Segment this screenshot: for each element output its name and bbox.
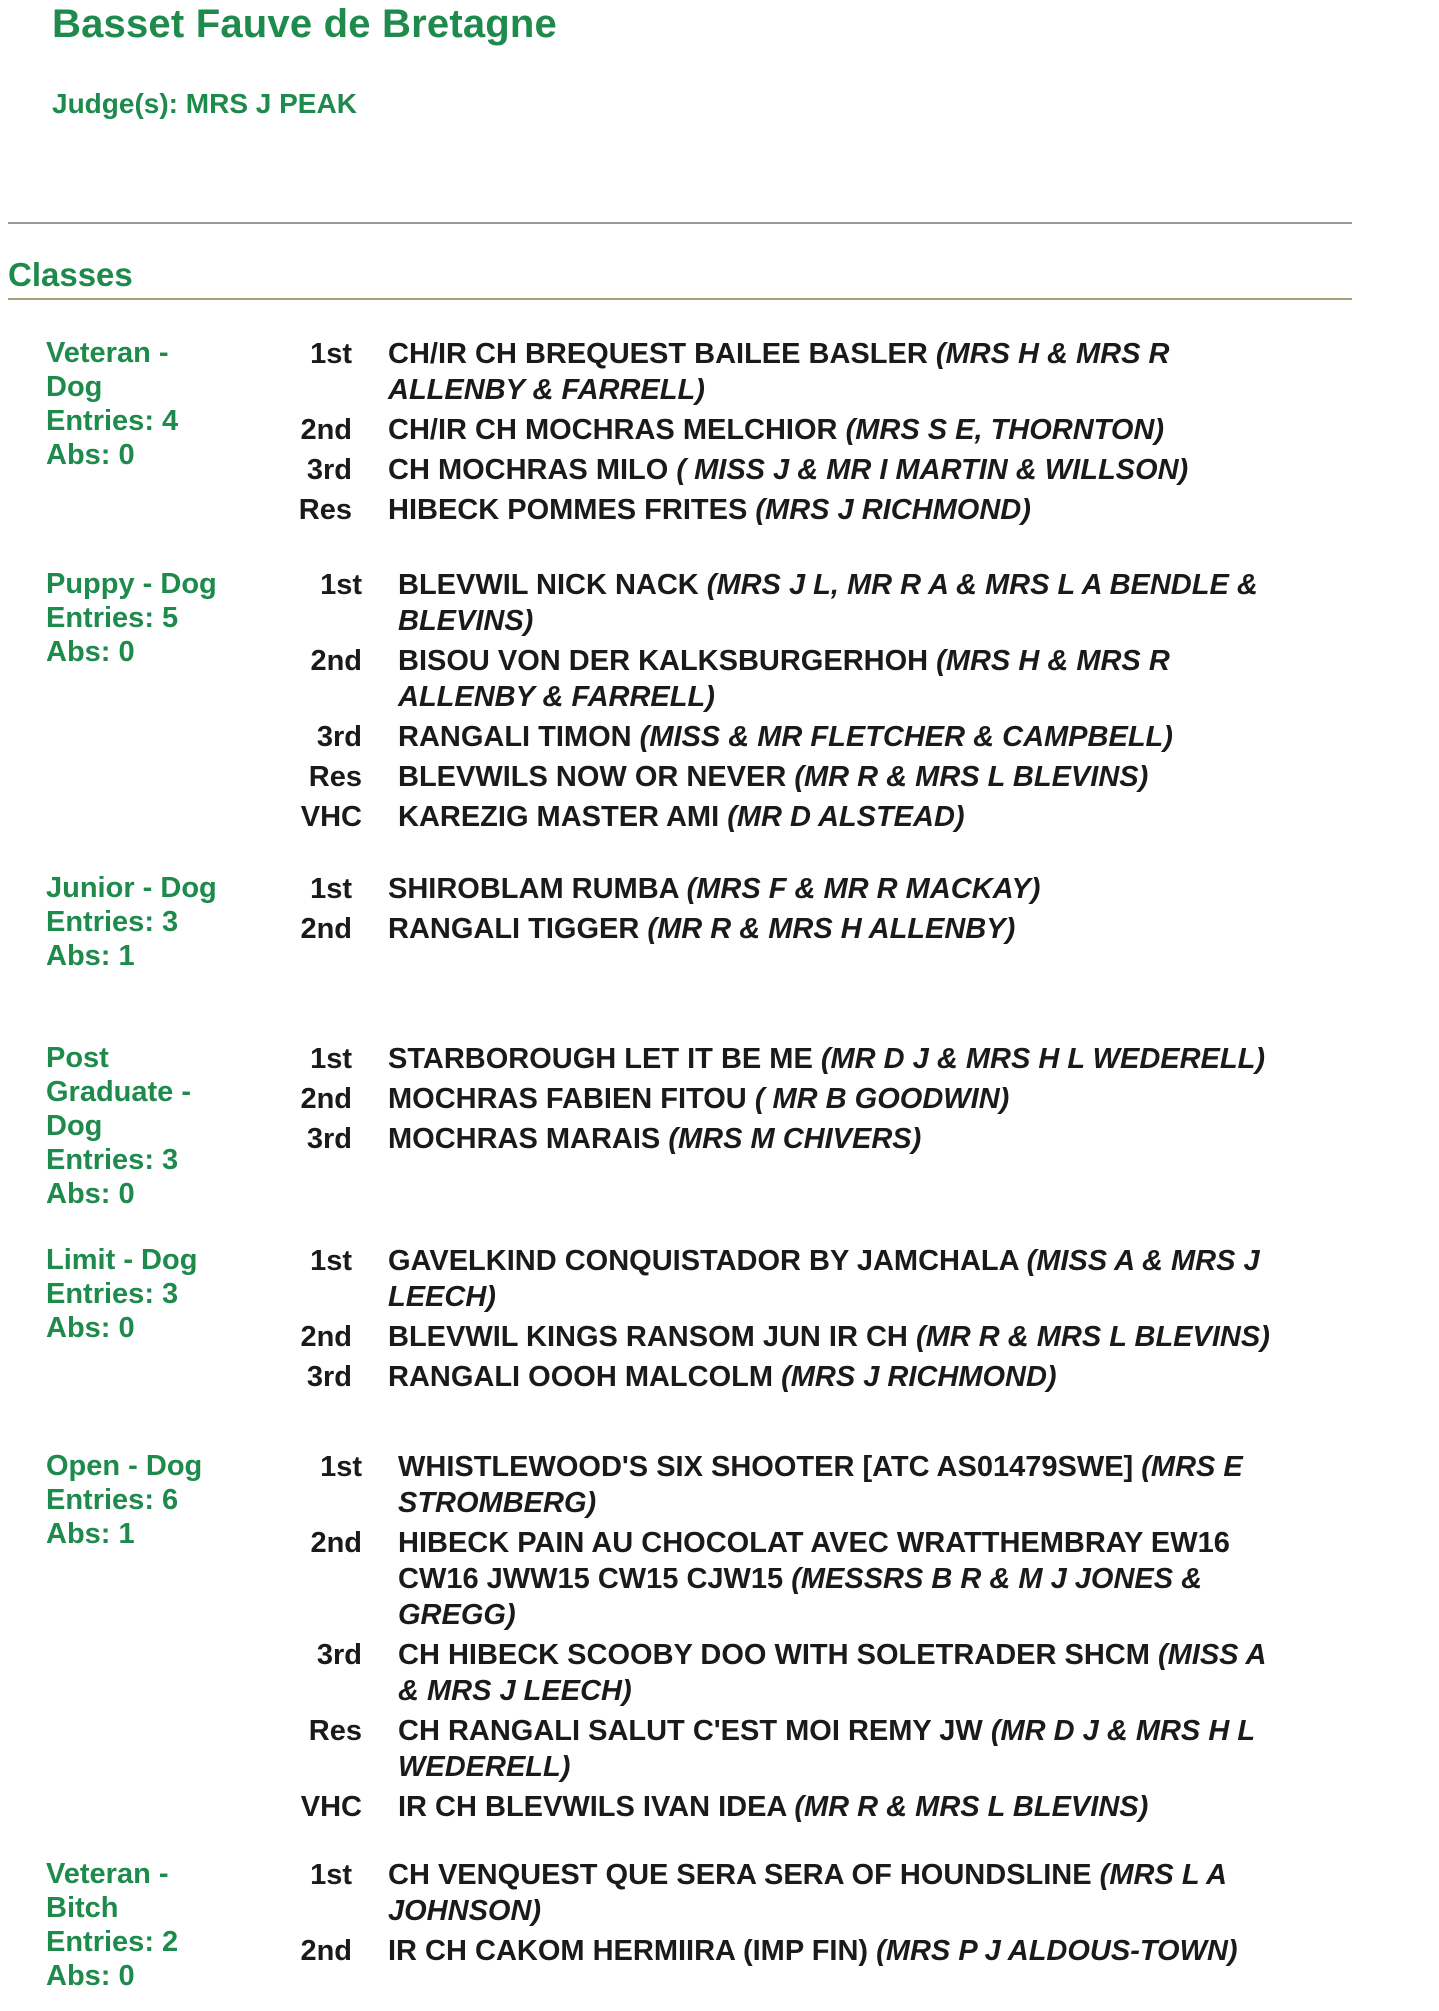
result-entry: [388, 492, 1290, 528]
dog-name: CH VENQUEST QUE SERA SERA OF HOUNDSLINE: [388, 1859, 1092, 1891]
class-block: [0, 336, 1439, 526]
result-place: Res: [298, 494, 352, 526]
class-absentees: Abs: 0: [46, 1960, 135, 1992]
dog-name: HIBECK POMMES FRITES: [388, 494, 748, 526]
class-name: Open - Dog: [46, 1450, 203, 1482]
class-info: [46, 1857, 236, 1993]
dog-name: CH MOCHRAS MILO: [388, 454, 669, 486]
owner-names: (MR R & MRS L BLEVINS): [915, 1321, 1270, 1353]
result-place: 2nd: [300, 1321, 352, 1353]
owner-names: (MRS J RICHMOND): [755, 494, 1031, 526]
owner-names: (MRS L A JOHNSON): [388, 1859, 1226, 1927]
result-entry: [398, 759, 1290, 795]
owner-names: (MESSRS B R & M J JONES & GREGG): [398, 1563, 1203, 1631]
result-entry: [398, 567, 1290, 639]
result-entry: [398, 643, 1290, 715]
class-name: Limit - Dog: [46, 1244, 198, 1276]
class-entries: Entries: 5: [46, 602, 179, 634]
owner-names: (MR D ALSTEAD): [727, 801, 965, 833]
dog-name: BLEVWIL KINGS RANSOM JUN IR CH: [388, 1321, 908, 1353]
dog-name: RANGALI OOOH MALCOLM: [388, 1361, 774, 1393]
class-entries: Entries: 6: [46, 1484, 179, 1516]
result-entry: [398, 1713, 1290, 1785]
result-place: 3rd: [306, 1361, 352, 1393]
result-entry: [398, 1789, 1290, 1825]
judges-line: Judge(s): MRS J PEAK: [52, 88, 357, 119]
owner-names: (MRS S E, THORNTON): [845, 414, 1165, 446]
owner-names: (MRS M CHIVERS): [668, 1123, 922, 1155]
page-title: Basset Fauve de Bretagne: [52, 2, 557, 46]
result-place: 1st: [310, 873, 352, 905]
result-place: 1st: [310, 1245, 352, 1277]
result-place: 3rd: [316, 721, 362, 753]
class-absentees: Abs: 0: [46, 1312, 135, 1344]
owner-names: (MRS J RICHMOND): [781, 1361, 1057, 1393]
class-info: [46, 871, 236, 973]
owner-names: (MR D J & MRS H L WEDERELL): [820, 1043, 1265, 1075]
class-name: Junior - Dog: [46, 872, 217, 904]
dog-name: WHISTLEWOOD'S SIX SHOOTER [ATC AS01479SWE]: [398, 1451, 1134, 1483]
result-place: 1st: [310, 338, 352, 370]
result-place: 2nd: [310, 1527, 362, 1559]
owner-names: (MR R & MRS H ALLENBY): [647, 913, 1016, 945]
result-entry: [388, 1933, 1290, 1969]
owner-names: (MISS A & MRS J LEECH): [398, 1639, 1266, 1707]
class-block: [0, 567, 1439, 833]
result-entry: [388, 452, 1290, 488]
dog-name: STARBOROUGH LET IT BE ME: [388, 1043, 813, 1075]
result-place: VHC: [300, 1791, 362, 1823]
dog-name: HIBECK PAIN AU CHOCOLAT AVEC WRATTHEMBRAY EW16 CW16 JWW15 CW15 CJW15: [398, 1527, 1230, 1595]
class-name: Post Graduate - Dog: [46, 1042, 192, 1142]
result-place: 3rd: [306, 454, 352, 486]
result-place: 1st: [320, 569, 362, 601]
owner-names: (MR R & MRS L BLEVINS): [794, 1791, 1149, 1823]
result-place: 1st: [310, 1859, 352, 1891]
result-entry: [388, 412, 1290, 448]
dog-name: BLEVWILS NOW OR NEVER: [398, 761, 787, 793]
owner-names: ( MR B GOODWIN): [754, 1083, 1010, 1115]
result-entry: [388, 871, 1290, 907]
result-place: Res: [308, 1715, 362, 1747]
result-entry: [388, 1121, 1290, 1157]
dog-name: IR CH BLEVWILS IVAN IDEA: [398, 1791, 787, 1823]
class-entries: Entries: 3: [46, 1144, 179, 1176]
result-entry: [388, 1081, 1290, 1117]
result-place: 2nd: [310, 645, 362, 677]
class-info: [46, 1449, 236, 1551]
dog-name: RANGALI TIGGER: [388, 913, 640, 945]
result-entry: [388, 1359, 1290, 1395]
dog-name: MOCHRAS MARAIS: [388, 1123, 661, 1155]
result-entry: [388, 1041, 1290, 1077]
result-place: 2nd: [300, 1083, 352, 1115]
class-entries: Entries: 3: [46, 1278, 179, 1310]
class-name: Puppy - Dog: [46, 568, 217, 600]
classes-heading: Classes: [8, 256, 133, 293]
dog-name: CH HIBECK SCOOBY DOO WITH SOLETRADER SHCM: [398, 1639, 1150, 1671]
class-absentees: Abs: 0: [46, 439, 135, 471]
result-entry: [398, 1525, 1290, 1633]
dog-name: CH/IR CH MOCHRAS MELCHIOR: [388, 414, 838, 446]
class-name: Veteran - Dog: [46, 337, 169, 403]
result-entry: [388, 1243, 1290, 1315]
class-absentees: Abs: 1: [46, 1518, 135, 1550]
result-entry: [388, 1319, 1290, 1355]
class-entries: Entries: 4: [46, 405, 179, 437]
owner-names: ( MISS J & MR I MARTIN & WILLSON): [676, 454, 1189, 486]
class-info: [46, 1041, 236, 1211]
dog-name: CH RANGALI SALUT C'EST MOI REMY JW: [398, 1715, 983, 1747]
owner-names: (MRS J L, MR R A & MRS L A BENDLE & BLEVINS): [398, 569, 1258, 637]
owner-names: (MRS F & MR R MACKAY): [686, 873, 1041, 905]
owner-names: (MRS H & MRS R ALLENBY & FARRELL): [388, 338, 1170, 406]
result-place: 3rd: [306, 1123, 352, 1155]
dog-name: IR CH CAKOM HERMIIRA (IMP FIN): [388, 1935, 869, 1967]
class-absentees: Abs: 1: [46, 940, 135, 972]
owner-names: (MISS & MR FLETCHER & CAMPBELL): [639, 721, 1173, 753]
dog-name: GAVELKIND CONQUISTADOR BY JAMCHALA: [388, 1245, 1019, 1277]
result-place: 2nd: [300, 414, 352, 446]
result-place: VHC: [300, 801, 362, 833]
class-name: Veteran - Bitch: [46, 1858, 169, 1924]
result-entry: [398, 719, 1290, 755]
class-info: [46, 1243, 236, 1345]
owner-names: (MRS P J ALDOUS-TOWN): [876, 1935, 1238, 1967]
owner-names: (MRS E STROMBERG): [398, 1451, 1243, 1519]
result-place: 1st: [310, 1043, 352, 1075]
class-block: [0, 871, 1439, 972]
result-entry: [388, 336, 1290, 408]
dog-name: BLEVWIL NICK NACK: [398, 569, 699, 601]
result-place: 2nd: [300, 1935, 352, 1967]
class-absentees: Abs: 0: [46, 636, 135, 668]
dog-name: KAREZIG MASTER AMI: [398, 801, 720, 833]
owner-names: (MRS H & MRS R ALLENBY & FARRELL): [398, 645, 1170, 713]
result-entry: [388, 1857, 1290, 1929]
dog-name: MOCHRAS FABIEN FITOU: [388, 1083, 747, 1115]
owner-names: (MISS A & MRS J LEECH): [388, 1245, 1260, 1313]
class-info: [46, 336, 236, 472]
dog-name: SHIROBLAM RUMBA: [388, 873, 679, 905]
class-entries: Entries: 2: [46, 1926, 179, 1958]
class-block: [0, 1243, 1439, 1393]
class-block: [0, 1857, 1439, 1992]
dog-name: CH/IR CH BREQUEST BAILEE BASLER: [388, 338, 928, 370]
result-place: 1st: [320, 1451, 362, 1483]
class-block: [0, 1041, 1439, 1210]
result-place: Res: [308, 761, 362, 793]
result-entry: [388, 911, 1290, 947]
result-entry: [398, 799, 1290, 835]
result-place: 2nd: [300, 913, 352, 945]
result-entry: [398, 1637, 1290, 1709]
class-info: [46, 567, 236, 669]
divider-top: [8, 222, 1352, 224]
result-entry: [398, 1449, 1290, 1521]
owner-names: (MR D J & MRS H L WEDERELL): [398, 1715, 1255, 1783]
class-absentees: Abs: 0: [46, 1178, 135, 1210]
divider-classes: [8, 298, 1352, 300]
owner-names: (MR R & MRS L BLEVINS): [794, 761, 1149, 793]
class-entries: Entries: 3: [46, 906, 179, 938]
dog-name: BISOU VON DER KALKSBURGERHOH: [398, 645, 929, 677]
dog-name: RANGALI TIMON: [398, 721, 632, 753]
result-place: 3rd: [316, 1639, 362, 1671]
class-block: [0, 1449, 1439, 1823]
